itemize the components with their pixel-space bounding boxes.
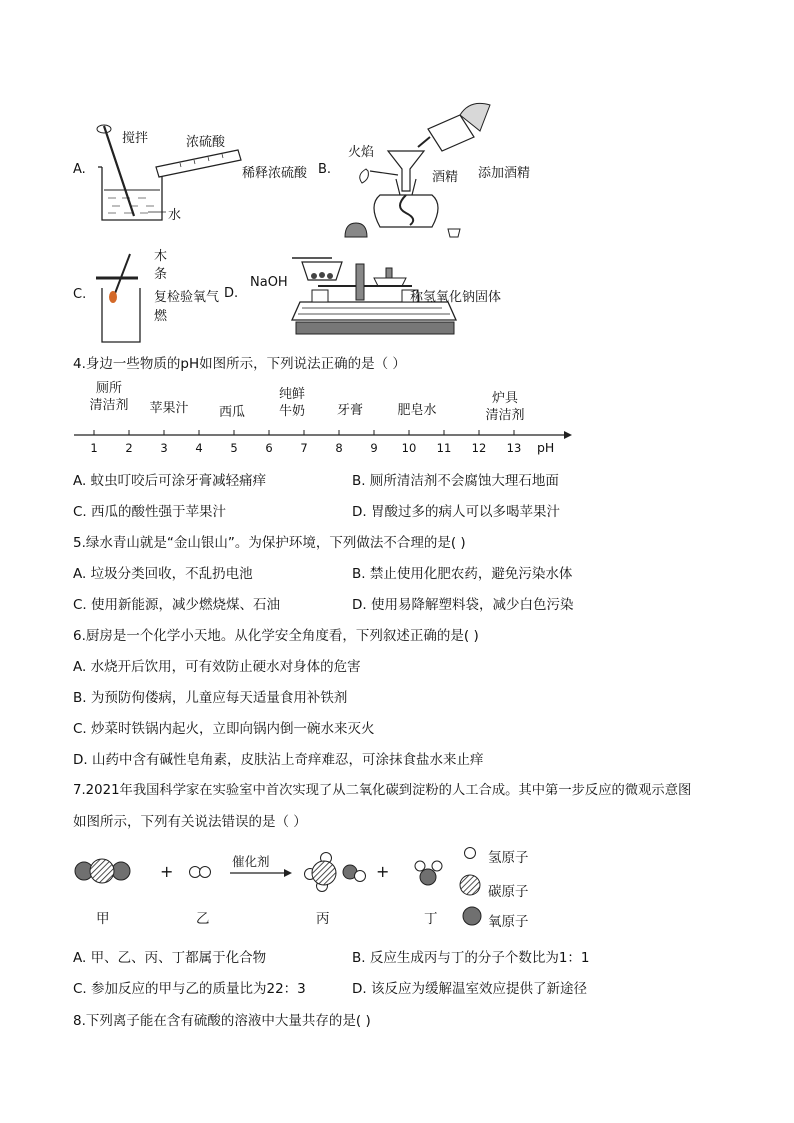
option-d-caption: 称氢氧化钠固体: [410, 290, 502, 305]
ph-axis: [74, 425, 574, 445]
ph-axis-unit: pH: [537, 440, 555, 455]
q7-option-d[interactable]: D. 该反应为缓解温室效应提供了新途径: [352, 981, 587, 997]
scale-label-toothpaste: 牙膏: [336, 403, 363, 418]
ph-tick-label: 12: [471, 441, 487, 455]
scale-label-apple-juice: 苹果汁: [149, 401, 189, 416]
ph-tick-label: 10: [401, 441, 417, 455]
molecule-label-bing: 丙: [316, 911, 330, 927]
q6-option-a[interactable]: A. 水烧开后饮用，可有效防止硬水对身体的危害: [73, 659, 361, 675]
catalyst-label: 催化剂: [232, 854, 270, 869]
ph-tick-label: 3: [160, 441, 168, 455]
option-d-letter: D.: [224, 286, 239, 301]
question-7-stem-line2: 如图所示，下列有关说法错误的是（ ）: [73, 814, 307, 830]
q4-option-c[interactable]: C. 西瓜的酸性强于苹果汁: [73, 504, 227, 520]
legend-oxygen: 氧原子: [488, 914, 529, 930]
plus-sign-2: +: [376, 862, 390, 881]
ph-tick-label: 1: [90, 441, 98, 455]
q7-option-a[interactable]: A. 甲、乙、丙、丁都属于化合物: [73, 950, 267, 966]
q5-option-d[interactable]: D. 使用易降解塑料袋，减少白色污染: [352, 597, 574, 613]
q6-option-b[interactable]: B. 为预防佝偻病，儿童应每天适量食用补铁剂: [73, 690, 348, 706]
question-5-stem: 5.绿水青山就是“金山银山”。为保护环境，下列做法不合理的是( ): [73, 535, 466, 551]
stir-label: 搅拌: [122, 131, 149, 146]
alcohol-label: 酒精: [432, 170, 459, 185]
question-8-stem: 8.下列离子能在含有硫酸的溶液中大量共存的是( ): [73, 1013, 371, 1029]
scale-label-toilet-cleaner: 厕所 清洁剂: [89, 381, 129, 413]
ph-tick-label: 11: [436, 441, 452, 455]
option-a-caption: 稀释浓硫酸: [242, 166, 308, 181]
scale-label-watermelon: 西瓜: [218, 405, 245, 420]
q6-option-d[interactable]: D. 山药中含有碱性皂角素，皮肤沾上奇痒难忍，可涂抹食盐水来止痒: [73, 752, 484, 768]
ph-tick-label: 4: [195, 441, 203, 455]
ph-tick-label: 9: [370, 441, 378, 455]
q5-option-c[interactable]: C. 使用新能源，减少燃烧煤、石油: [73, 597, 281, 613]
scale-label-soapy-water: 肥皂水: [397, 403, 437, 418]
option-c-caption: 复检验氧气: [154, 290, 220, 305]
question-6-stem: 6.厨房是一个化学小天地。从化学安全角度看，下列叙述正确的是( ): [73, 628, 479, 644]
q5-option-a[interactable]: A. 垃圾分类回收，不乱扔电池: [73, 566, 253, 582]
legend-hydrogen: 氢原子: [488, 850, 529, 866]
molecule-label-jia: 甲: [96, 911, 110, 927]
q4-option-b[interactable]: B. 厕所清洁剂不会腐蚀大理石地面: [352, 473, 559, 489]
q4-option-d[interactable]: D. 胃酸过多的病人可以多喝苹果汁: [352, 504, 560, 520]
molecule-label-yi: 乙: [196, 911, 210, 927]
wood-stick-label: 木条: [154, 249, 168, 282]
option-a-letter: A.: [73, 162, 86, 177]
option-b-letter: B.: [318, 162, 332, 177]
ph-tick-label: 13: [506, 441, 522, 455]
ph-tick-label: 2: [125, 441, 133, 455]
ph-tick-label: 7: [300, 441, 308, 455]
plus-sign-1: +: [160, 862, 174, 881]
q5-option-b[interactable]: B. 禁止使用化肥农药，避免污染水体: [352, 566, 573, 582]
legend-carbon: 碳原子: [488, 884, 529, 900]
q7-option-b[interactable]: B. 反应生成丙与丁的分子个数比为1：1: [352, 950, 590, 966]
burn-label: 燃: [154, 309, 168, 324]
naoh-label: NaOH: [250, 275, 288, 290]
q4-option-a[interactable]: A. 蚊虫叮咬后可涂牙膏减轻痛痒: [73, 473, 267, 489]
scale-label-milk: 纯鲜 牛奶: [278, 387, 305, 419]
ph-tick-label: 5: [230, 441, 238, 455]
conc-acid-label: 浓硫酸: [186, 135, 226, 150]
water-label: 水: [168, 208, 182, 223]
ph-tick-label: 8: [335, 441, 343, 455]
question-7-stem-line1: 7.2021年我国科学家在实验室中首次实现了从二氧化碳到淀粉的人工合成。其中第一步反应的微观示意图: [73, 783, 692, 798]
option-c-letter: C.: [73, 287, 87, 302]
flame-label: 火焰: [348, 145, 375, 160]
option-b-caption: 添加酒精: [478, 166, 531, 181]
ph-tick-label: 6: [265, 441, 273, 455]
scale-label-oven-cleaner: 炉具 清洁剂: [485, 391, 525, 423]
q7-option-c[interactable]: C. 参加反应的甲与乙的质量比为22：3: [73, 981, 306, 997]
test-oxygen-figure: [92, 248, 152, 348]
question-4-stem: 4.身边一些物质的pH如图所示，下列说法正确的是（ ）: [73, 356, 406, 372]
q6-option-c[interactable]: C. 炒菜时铁锅内起火，立即向锅内倒一碗水来灭火: [73, 721, 375, 737]
legend-oxygen-swatch: [460, 904, 484, 928]
molecule-label-ding: 丁: [424, 911, 438, 927]
